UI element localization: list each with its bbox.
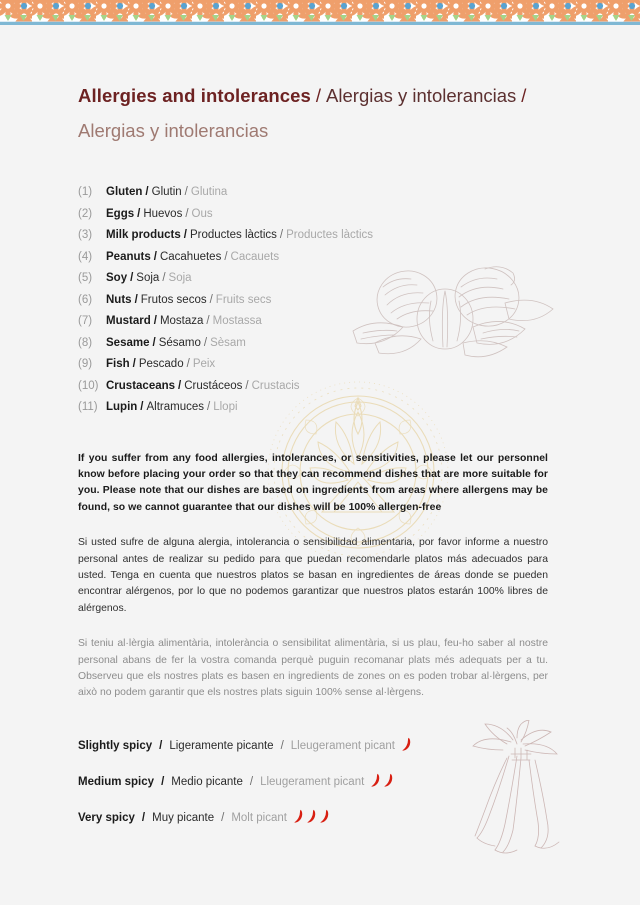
allergen-separator: / bbox=[137, 207, 141, 220]
allergen-number: (9) bbox=[78, 358, 93, 370]
allergen-row bbox=[78, 247, 548, 269]
allergen-list bbox=[78, 182, 548, 419]
title-ca: Alergias y intolerancias bbox=[78, 120, 269, 141]
allergen-number: (5) bbox=[78, 272, 93, 284]
allergen-separator: / bbox=[245, 379, 249, 392]
spice-level-row bbox=[78, 736, 548, 759]
spice-legend bbox=[78, 736, 548, 831]
allergen-name-ca: Ous bbox=[191, 207, 213, 220]
allergen-separator: / bbox=[134, 293, 138, 306]
allergen-row bbox=[78, 311, 548, 333]
allergen-name-es: Mostaza bbox=[159, 315, 204, 327]
chili-pepper-icon bbox=[319, 809, 330, 823]
allergen-name-en: Nuts bbox=[106, 293, 132, 306]
allergen-separator: / bbox=[162, 272, 166, 284]
chili-rating bbox=[370, 773, 396, 795]
allergen-number: (2) bbox=[78, 207, 93, 220]
allergen-row bbox=[78, 290, 548, 312]
allergen-page bbox=[0, 25, 640, 905]
allergen-row bbox=[78, 204, 548, 226]
spice-separator: / bbox=[141, 811, 146, 824]
allergen-name-ca: Sèsam bbox=[210, 336, 246, 349]
allergen-separator: / bbox=[130, 272, 134, 284]
allergen-number: (1) bbox=[78, 186, 93, 198]
allergen-name-es: Glutin bbox=[151, 186, 182, 198]
content-column bbox=[78, 25, 548, 844]
notice-paragraph-en: If you suffer from any food allergies, intolerances, or sensitivities, please let our personnel know before placing your order so that they can recommend dishes that are more suitable for you. Please note that our dishes are based on ingredients from areas where allergens may be found, so we cannot guarantee that our dishes will be 100% allergen-free bbox=[78, 452, 548, 513]
allergen-name-ca: Crustacis bbox=[251, 379, 300, 392]
allergen-separator: / bbox=[153, 315, 157, 327]
allergen-name-en: Sesame bbox=[106, 336, 150, 349]
allergen-name-en: Crustaceans bbox=[106, 379, 176, 392]
allergen-name-es: Altramuces bbox=[146, 401, 205, 413]
spice-separator: / bbox=[221, 811, 225, 824]
chili-pepper-icon bbox=[306, 809, 317, 823]
allergen-name-es: Huevos bbox=[143, 207, 183, 220]
title-es: Alergias y intolerancias bbox=[326, 85, 517, 106]
allergen-separator: / bbox=[207, 401, 211, 413]
allergen-separator: / bbox=[152, 336, 156, 349]
allergen-name-es: Sésamo bbox=[158, 336, 201, 349]
allergen-row bbox=[78, 268, 548, 290]
allergen-name-es: Productes làctics bbox=[189, 229, 277, 241]
allergen-number: (3) bbox=[78, 229, 93, 241]
allergen-name-en: Eggs bbox=[106, 207, 135, 220]
allergen-separator: / bbox=[203, 336, 208, 349]
allergen-name-ca: Peix bbox=[192, 358, 216, 370]
page-title bbox=[78, 25, 548, 144]
allergen-name-ca: Cacauets bbox=[230, 250, 280, 263]
allergen-separator: / bbox=[185, 207, 189, 220]
allergen-name-ca: Glutina bbox=[190, 186, 228, 198]
allergen-row bbox=[78, 333, 548, 355]
notice-paragraph-ca: Si teniu al·lèrgia alimentària, intolerància o sensibilitat alimentària, si us plau, feu-ho saber al nostre personal abans de fer la vostra comanda perquè puguin recomanar plats més adequats per a tu. Observeu que els nostres plats es basen en ingredients de zones on es poden trobar al·lèrgens, per això no podem garantir que els nostres plats siguin 100% sense al·lèrgens. bbox=[78, 638, 548, 699]
allergen-name-es: Soja bbox=[136, 272, 160, 284]
allergen-name-en: Peanuts bbox=[106, 250, 151, 263]
allergen-row bbox=[78, 397, 548, 419]
allergen-number: (7) bbox=[78, 315, 93, 327]
allergen-number: (11) bbox=[78, 401, 98, 413]
allergen-name-en: Soy bbox=[106, 272, 128, 284]
chili-pepper-icon bbox=[383, 773, 394, 787]
spice-level-row bbox=[78, 808, 548, 831]
chili-pepper-icon bbox=[293, 809, 304, 823]
chili-rating bbox=[401, 737, 414, 759]
allergen-separator: / bbox=[184, 186, 188, 198]
allergen-separator: / bbox=[279, 229, 284, 241]
allergen-separator: / bbox=[209, 293, 213, 306]
allergen-number: (6) bbox=[78, 293, 93, 306]
allergen-separator: / bbox=[186, 358, 190, 370]
allergen-separator: / bbox=[145, 186, 149, 198]
spice-label-es: Medio picante bbox=[171, 775, 243, 788]
allergen-number: (8) bbox=[78, 336, 93, 349]
allergen-row bbox=[78, 376, 548, 398]
allergen-separator: / bbox=[178, 379, 182, 392]
allergen-name-en: Lupin bbox=[106, 401, 138, 413]
spice-label-es: Muy picante bbox=[152, 811, 215, 824]
allergen-name-en: Gluten bbox=[106, 186, 143, 198]
allergen-name-en: Fish bbox=[106, 358, 130, 370]
title-separator-1: / bbox=[315, 85, 322, 106]
chili-rating bbox=[293, 809, 332, 831]
allergen-name-en: Mustard bbox=[106, 315, 151, 327]
spice-label-ca: Molt picant bbox=[231, 811, 287, 824]
spice-label-es: Ligeramente picante bbox=[169, 739, 274, 752]
chili-pepper-icon bbox=[401, 737, 412, 751]
spice-level-row bbox=[78, 772, 548, 795]
allergen-separator: / bbox=[132, 358, 136, 370]
title-separator-2: / bbox=[521, 85, 527, 106]
allergen-row bbox=[78, 182, 548, 204]
spice-separator: / bbox=[249, 775, 254, 788]
allergen-name-ca: Productes làctics bbox=[286, 229, 374, 241]
allergen-separator: / bbox=[153, 250, 157, 263]
allergen-separator: / bbox=[183, 229, 187, 241]
allergen-name-ca: Llopi bbox=[213, 401, 238, 413]
allergen-name-en: Milk products bbox=[106, 229, 181, 241]
decorative-header-border bbox=[0, 0, 640, 25]
allergen-name-ca: Fruits secs bbox=[215, 293, 272, 306]
allergen-row bbox=[78, 225, 548, 247]
spice-label-en: Medium spicy bbox=[78, 775, 155, 788]
allergen-number: (10) bbox=[78, 379, 99, 392]
spice-label-ca: Lleugerament picant bbox=[260, 775, 365, 788]
allergen-separator: / bbox=[206, 315, 210, 327]
allergen-name-es: Crustáceos bbox=[184, 379, 243, 392]
spice-label-en: Slightly spicy bbox=[78, 739, 153, 752]
title-en: Allergies and intolerances bbox=[78, 85, 311, 106]
allergen-row bbox=[78, 354, 548, 376]
allergen-name-es: Cacahuetes bbox=[159, 250, 222, 263]
spice-label-en: Very spicy bbox=[78, 811, 135, 824]
spice-label-ca: Lleugerament picant bbox=[290, 739, 395, 752]
spice-separator: / bbox=[161, 775, 165, 788]
allergen-separator: / bbox=[224, 250, 228, 263]
allergen-name-ca: Mostassa bbox=[212, 315, 262, 327]
allergen-separator: / bbox=[140, 401, 144, 413]
allergen-name-ca: Soja bbox=[168, 272, 192, 284]
spice-separator: / bbox=[159, 739, 163, 752]
allergen-name-es: Pescado bbox=[138, 358, 184, 370]
allergen-name-es: Frutos secos bbox=[140, 293, 207, 306]
title-line-primary bbox=[78, 83, 548, 109]
chili-pepper-icon bbox=[370, 773, 381, 787]
notice-paragraph-es: Si usted sufre de alguna alergia, intolerancia o sensibilidad alimentaria, por favor informe a nuestro personal antes de realizar su pedido para que puedan recomendarle platos más adecuados para usted. Tenga en cuenta que nuestros platos se basan en ingredientes de áreas donde se pueden encontrar alérgenos, por lo que no podemos garantizar que nuestros platos estarán 100% libres de alérgenos. bbox=[78, 537, 548, 614]
spice-separator: / bbox=[280, 739, 284, 752]
allergen-number: (4) bbox=[78, 250, 93, 263]
